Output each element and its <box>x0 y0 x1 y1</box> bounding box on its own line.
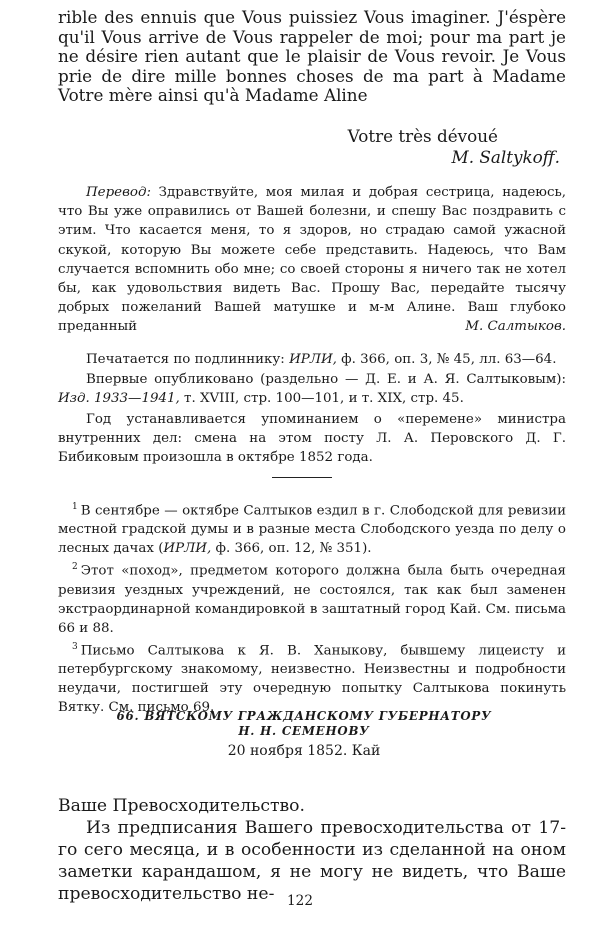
french-signature: M. Saltykoff. <box>451 147 560 167</box>
page-number: 122 <box>287 893 313 909</box>
letter-salutation: Ваше Превосходительство. <box>58 796 305 816</box>
footnote-number: 2 <box>72 562 78 573</box>
french-letter-text <box>58 8 566 106</box>
letter-date: 20 ноября 1852. Кай <box>227 743 381 759</box>
translation-label: Перевод: <box>86 185 151 200</box>
footnote-2: $^2$ Этот «поход», предметом которого должна была быть очередная ревизия уездных учреждений, не состоялся, так как был заменен экстраординарной командировкой в заштатный город Кай. См. письма 66 и 88. <box>58 562 566 636</box>
source-notes <box>58 350 566 467</box>
source-note-first-published: Впервые опубликовано (раздельно — Д. Е. и А. Я. Салтыковым): Изд. 1933—1941, т. XVIII, стр. 100—101, и т. XIX, стр. 45. <box>58 372 566 407</box>
translation-text: Здравствуйте, моя милая и добрая сестрица, надеюсь, что Вы уже оправились от Вашей болезни, и спешу Вас поздравить с этим. Что касается меня, то я здоров, но страдаю самой ужасной скукой, которую Вы можете себе представить. Надеюсь, что Вам случается вспомнить обо мне; со своей стороны я ничего так не хотел бы, как удовольствия видеть Вас. Прошу Вас, передайте тысячу добрых пожеланий Вашей матушке и м-м Алине. Ваш глубоко преданный <box>58 185 566 335</box>
source-note-dating: Год устанавливается упоминанием о «перемене» министра внутренних дел: смена на этом посту Л. А. Перовского Д. Г. Бибиковым произошла в октябре 1852 года. <box>58 411 566 466</box>
french-closing: Votre très dévoué <box>347 126 498 146</box>
french-paragraph: rible des ennuis que Vous puissiez Vous imaginer. J'éspère qu'il Vous arrive de Vous rappeler de moi; pour ma part je ne désire rien autant que le plaisir de Vous revoir. Je Vous prie de dire mille bonnes choses de ma part à Madame Votre mère ainsi qu'à Madame Aline <box>58 7 566 106</box>
translation-signature: М. Салтыков. <box>465 319 566 334</box>
footnote-1: $^1$ В сентябре — октябре Салтыков ездил в г. Слободской для ревизии местной градской думы и в разные места Слободского уезда по делу о лесных дачах (ИРЛИ, ф. 366, оп. 12, № 351). <box>58 502 566 557</box>
letter-body <box>58 795 566 905</box>
footnote-number: 3 <box>72 641 78 652</box>
letter-heading <box>40 709 568 739</box>
translation-block <box>58 183 566 337</box>
footnote-number: 1 <box>72 502 78 512</box>
letter-paragraph: Из предписания Вашего превосходительства от 17-го сего месяца, и в особенности из сделанной на оном заметки карандашом, я не могу не видеть, что Ваше превосходительство не- <box>58 818 566 904</box>
footnote-3: $^3$ Письмо Салтыкова к Я. В. Ханыкову, бывшему лицеисту и петербургскому знакомому, неизвестно. Неизвестны и подробности неудачи, постигшей эту очередную попытку Салтыкова покинуть Вятку. См. письмо 69. <box>58 641 566 716</box>
source-note-original: Печатается по подлиннику: ИРЛИ, ф. 366, оп. 3, № 45, лл. 63—64. <box>86 352 557 367</box>
letter-heading-line-2: Н. Н. СЕМЕНОВУ <box>238 724 370 738</box>
letter-heading-line-1: 66. ВЯТСКОМУ ГРАЖДАНСКОМУ ГУБЕРНАТОРУ <box>116 709 492 723</box>
footnotes <box>58 498 566 717</box>
translation-paragraph <box>58 183 566 337</box>
footnote-divider <box>272 477 332 478</box>
